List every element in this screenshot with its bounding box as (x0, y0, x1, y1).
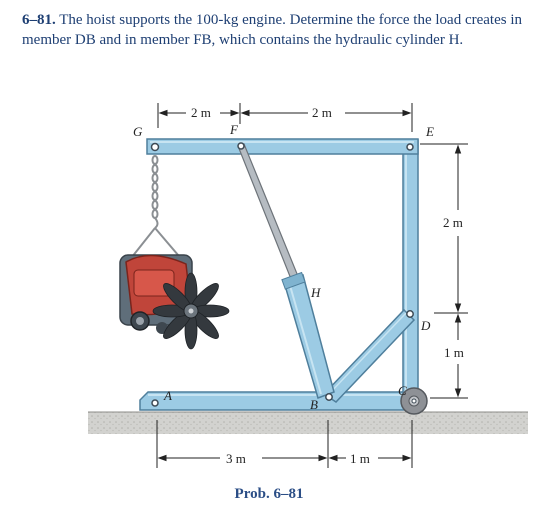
boom-member (147, 139, 418, 154)
label-c: C (398, 383, 407, 398)
hydraulic-member-fb (238, 144, 334, 398)
vertical-post (403, 140, 418, 402)
dim-2m-right: 2 m (312, 105, 332, 120)
chain (128, 156, 184, 262)
label-h: H (311, 285, 321, 300)
problem-number: 6–81. (22, 12, 56, 28)
dim-1m-vertical: 1 m (444, 345, 464, 360)
dim-1m-bottom: 1 m (350, 451, 370, 466)
figure-caption: Prob. 6–81 (234, 486, 304, 502)
base-member (140, 392, 420, 410)
dim-2m-left: 2 m (191, 105, 211, 120)
dim-3m: 3 m (226, 451, 246, 466)
label-e: E (426, 124, 434, 139)
label-f: F (230, 122, 238, 137)
label-a: A (164, 388, 172, 403)
label-b: B (310, 397, 318, 412)
problem-text: The hoist supports the 100-kg engine. Determine the force the load creates in member DB and in member FB, which contains the hydraulic cylinder H. (22, 12, 523, 48)
engine-fan (153, 273, 229, 349)
label-d: D (421, 318, 431, 333)
dim-2m-vertical: 2 m (443, 215, 463, 230)
ground (88, 412, 528, 434)
label-g: G (133, 124, 143, 139)
